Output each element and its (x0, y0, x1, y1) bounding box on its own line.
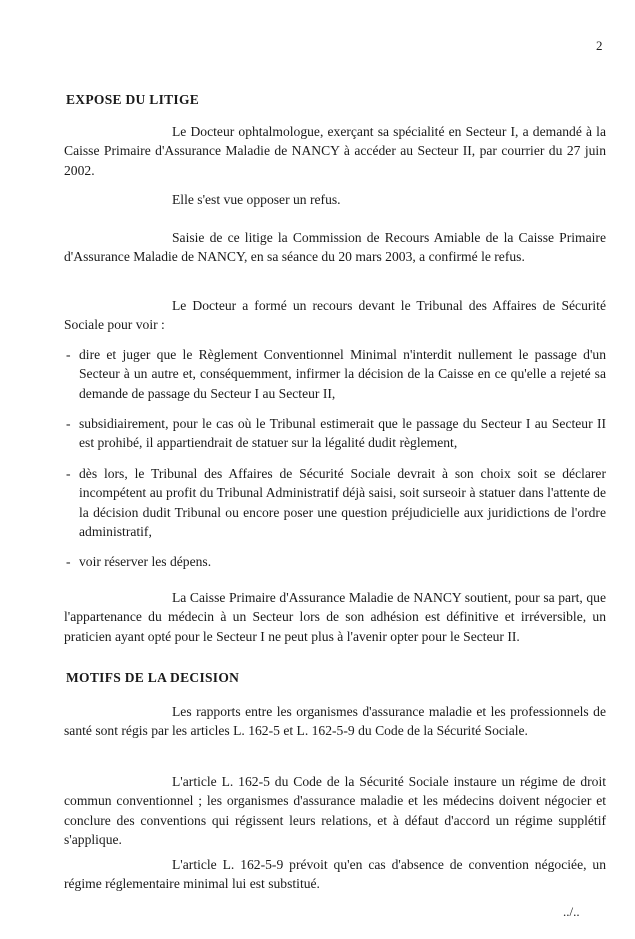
bullet-dash: - (66, 416, 71, 431)
bullet-dash: - (66, 466, 71, 481)
list-item-text: dès lors, le Tribunal des Affaires de Sécurité Sociale devrait à son choix soit se déclarer incompétent au profit du Tribunal Administratif déjà saisi, soit surseoir à statuer dans l'attente de la décision dudit Tribunal ou encore poser une question préjudicielle aux juridictions de l'ordre administratif, (79, 466, 606, 540)
list-item (66, 552, 606, 571)
paragraph (64, 855, 606, 894)
list-item (66, 414, 606, 453)
section-heading-expose: EXPOSE DU LITIGE (66, 92, 200, 107)
page-number: 2 (596, 38, 603, 53)
paragraph-text: Saisie de ce litige la Commission de Recours Amiable de la Caisse Primaire d'Assurance Maladie de NANCY, en sa séance du 20 mars 2003, a confirmé le refus. (64, 230, 606, 265)
paragraph (64, 228, 606, 267)
paragraph-text: Le Docteur a formé un recours devant le Tribunal des Affaires de Sécurité Sociale pour voir : (64, 298, 606, 333)
continuation-marker: ../.. (563, 904, 580, 919)
paragraph (64, 772, 606, 850)
paragraph-text: L'article L. 162-5 du Code de la Sécurité Sociale instaure un régime de droit commun conventionnel ; les organismes d'assurance maladie et les médecins doivent négocier et conclure des conventions qui régissent leurs relations, et à défaut d'accord un régime supplétif s'applique. (64, 774, 606, 848)
paragraph-text: Les rapports entre les organismes d'assurance maladie et les professionnels de santé sont régis par les articles L. 162-5 et L. 162-5-9 du Code de la Sécurité Sociale. (64, 704, 606, 739)
list-item-text: dire et juger que le Règlement Conventionnel Minimal n'interdit nullement le passage d'un Secteur à un autre et, conséquemment, infirmer la décision de la Caisse en ce qu'elle a rejeté sa demande de passage du Secteur I au Secteur II, (79, 347, 606, 401)
paragraph (64, 190, 606, 209)
section-heading-motifs: MOTIFS DE LA DECISION (66, 670, 240, 685)
paragraph (64, 702, 606, 741)
paragraph (64, 122, 606, 180)
paragraph-text: La Caisse Primaire d'Assurance Maladie de NANCY soutient, pour sa part, que l'appartenance du médecin à un Secteur lors de son adhésion est définitive et irréversible, un praticien ayant opté pour le Secteur I ne peut plus à l'avenir opter pour le Secteur II. (64, 590, 606, 644)
list-item (66, 464, 606, 542)
paragraph-text: Elle s'est vue opposer un refus. (172, 192, 341, 207)
paragraph-text: Le Docteur ophtalmologue, exerçant sa spécialité en Secteur I, a demandé à la Caisse Primaire d'Assurance Maladie de NANCY à accéder au Secteur II, par courrier du 27 juin 2002. (64, 124, 606, 178)
paragraph-text: L'article L. 162-5-9 prévoit qu'en cas d'absence de convention négociée, un régime réglementaire minimal lui est substitué. (64, 857, 606, 892)
paragraph (64, 588, 606, 646)
list-item (66, 345, 606, 403)
list-item-text: subsidiairement, pour le cas où le Tribunal estimerait que le passage du Secteur I au Secteur II est prohibé, il appartiendrait de statuer sur la légalité dudit règlement, (79, 416, 606, 451)
list-item-text: voir réserver les dépens. (79, 554, 212, 569)
bullet-dash: - (66, 347, 71, 362)
paragraph (64, 296, 606, 335)
bullet-dash: - (66, 554, 71, 569)
